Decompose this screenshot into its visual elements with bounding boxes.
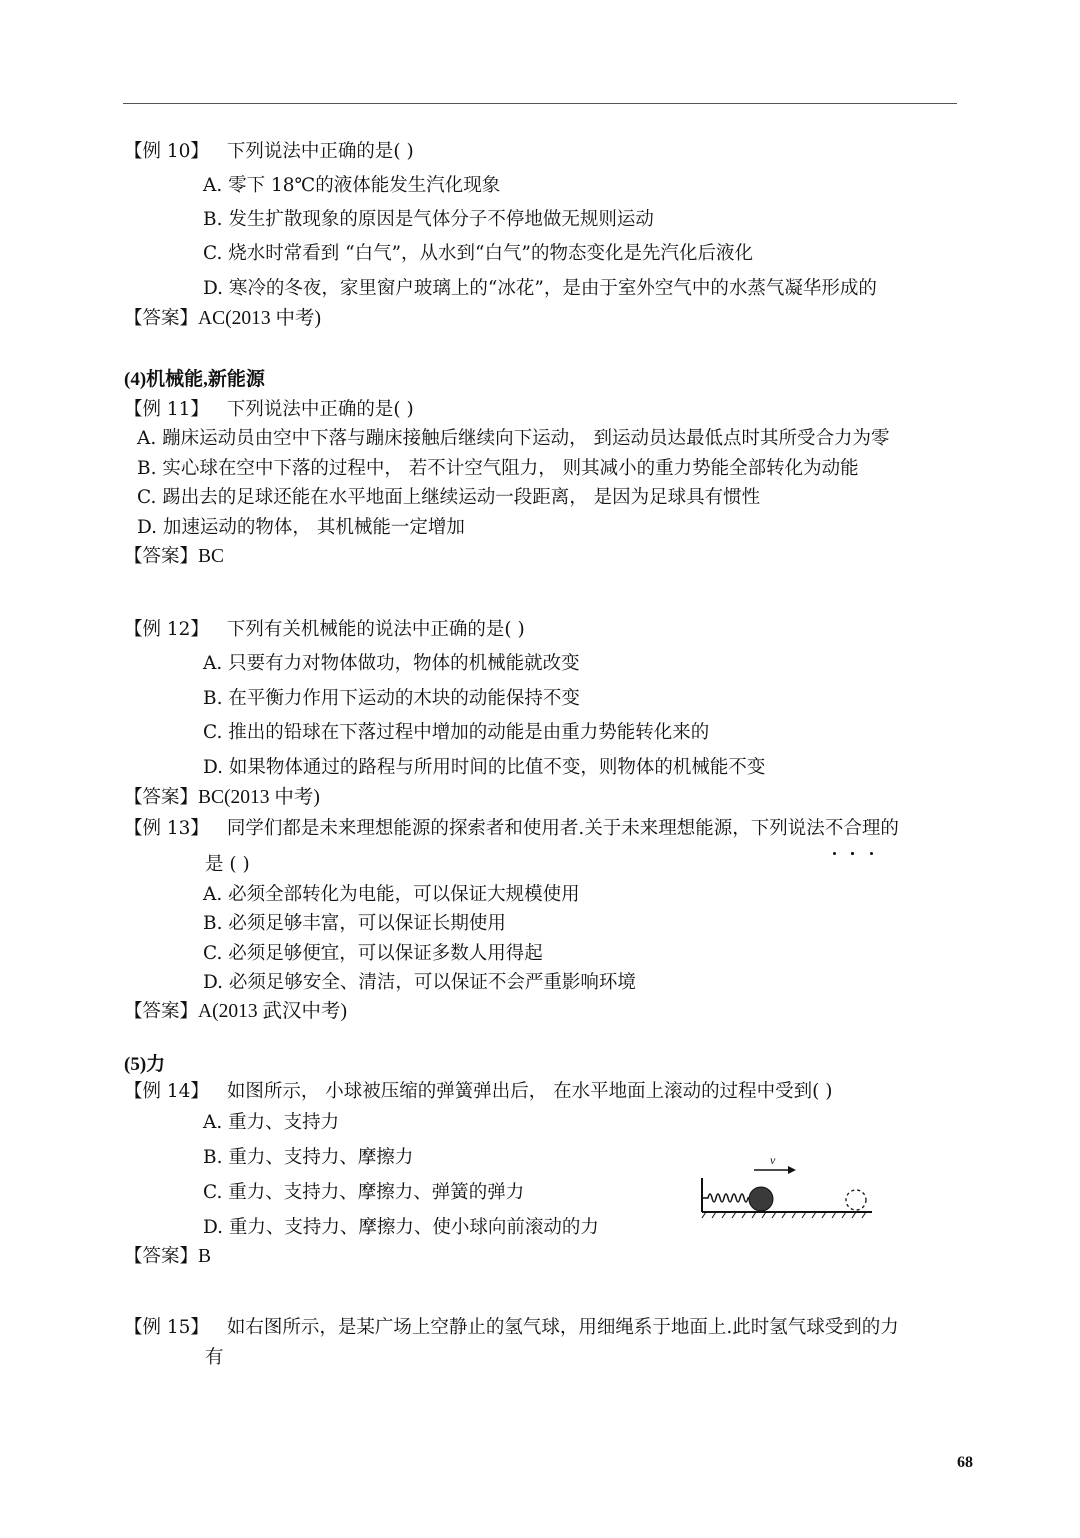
example-14-question-line: [124, 1080, 833, 1104]
example-12-option-d: D. 如果物体通过的路程与所用时间的比值不变，则物体的机械能不变: [203, 757, 766, 778]
emphasis-char: 合: [843, 818, 862, 839]
section-4-title: (4)机械能,新能源: [124, 369, 265, 390]
example-13-option-c: C. 必须足够便宜，可以保证多数人用得起: [203, 943, 543, 964]
example-13-question-continuation: 是 ( ): [205, 854, 250, 875]
example-10-answer-label: 【答案】: [124, 308, 199, 329]
example-12-label: 【例 12】: [124, 619, 209, 640]
spring-ball-figure: [692, 1148, 882, 1228]
example-13-emphasis-text: [825, 817, 881, 841]
example-14-label: 【例 14】: [124, 1081, 209, 1102]
example-14-option-a: A. 重力、支持力: [203, 1112, 340, 1133]
example-14-answer: B: [198, 1246, 212, 1267]
example-15-question: 如右图所示，是某广场上空静止的氢气球，用细绳系于地面上.此时氢气球受到的力: [226, 1317, 899, 1338]
example-14-answer-line: [124, 1245, 211, 1269]
example-14-option-b: B. 重力、支持力、摩擦力: [203, 1147, 414, 1168]
example-10-question-line: [124, 140, 414, 164]
example-11-option-d: D. 加速运动的物体， 其机械能一定增加: [137, 517, 465, 538]
example-13-answer-line: [124, 1000, 347, 1024]
example-13-emphasis: [825, 817, 881, 841]
example-10-option-d: D. 寒冷的冬夜，家里窗户玻璃上的“冰花”，是由于室外空气中的水蒸气凝华形成的: [203, 278, 877, 299]
example-14-question: 如图所示， 小球被压缩的弹簧弹出后， 在水平地面上滚动的过程中受到( ): [226, 1081, 833, 1102]
example-11-answer: BC: [198, 546, 225, 567]
example-13-question-part-b: 的: [880, 818, 899, 839]
example-10-label: 【例 10】: [124, 141, 209, 162]
example-13-answer-label: 【答案】: [124, 1001, 199, 1022]
figure-spring: [702, 1194, 752, 1202]
example-15-question-line: [124, 1316, 899, 1340]
page-number: 68: [957, 1454, 973, 1471]
example-11-option-c: C. 踢出去的足球还能在水平地面上继续运动一段距离， 是因为足球具有惯性: [137, 487, 761, 508]
example-10-option-a: A. 零下 18℃的液体能发生汽化现象: [203, 175, 501, 196]
example-13-question-part-a: 同学们都是未来理想能源的探索者和使用者.关于未来理想能源，下列说法: [226, 818, 825, 839]
example-11-answer-line: [124, 545, 224, 569]
example-12-option-c: C. 推出的铅球在下落过程中增加的动能是由重力势能转化来的: [203, 722, 710, 743]
example-11-option-a: A. 蹦床运动员由空中下落与蹦床接触后继续向下运动， 到运动员达最低点时其所受合力为零: [137, 428, 890, 449]
emphasis-char: 理: [861, 818, 881, 839]
example-10-option-c: C. 烧水时常看到 “白气”，从水到“白气”的物态变化是先汽化后液化: [203, 243, 753, 264]
example-13-label: 【例 13】: [124, 818, 209, 839]
example-10-option-b: B. 发生扩散现象的原因是气体分子不停地做无规则运动: [203, 209, 654, 230]
example-11-question-line: [124, 398, 414, 422]
example-11-option-b: B. 实心球在空中下落的过程中， 若不计空气阻力， 则其减小的重力势能全部转化为动能: [137, 458, 859, 479]
example-10-answer-line: [124, 307, 321, 331]
example-12-question-line: [124, 618, 525, 642]
example-13-question-line: [124, 817, 899, 841]
example-13-question: [227, 818, 899, 839]
example-13-option-b: B. 必须足够丰富，可以保证长期使用: [203, 913, 506, 934]
example-12-answer-line: [124, 786, 320, 810]
emphasis-char: 不: [824, 818, 844, 839]
example-10-question: 下列说法中正确的是( ): [226, 141, 414, 162]
example-15-question-continuation: 有: [205, 1347, 224, 1368]
example-13-option-d: D. 必须足够安全、清洁，可以保证不会严重影响环境: [203, 972, 636, 993]
example-11-question: 下列说法中正确的是( ): [226, 399, 414, 420]
figure-ball-future-position: [846, 1190, 866, 1210]
example-11-answer-label: 【答案】: [124, 546, 199, 567]
example-12-option-b: B. 在平衡力作用下运动的木块的动能保持不变: [203, 688, 580, 709]
figure-ball: [749, 1187, 773, 1211]
section-5-title: (5)力: [124, 1054, 166, 1075]
figure-velocity-label: v: [770, 1153, 776, 1167]
example-10-answer: AC(2013 中考): [198, 308, 321, 329]
example-15-label: 【例 15】: [124, 1317, 209, 1338]
header-rule: [123, 103, 957, 104]
example-14-option-d: D. 重力、支持力、摩擦力、使小球向前滚动的力: [203, 1217, 599, 1238]
example-12-answer-label: 【答案】: [124, 787, 199, 808]
figure-velocity-arrowhead: [788, 1166, 796, 1174]
example-12-answer: BC(2013 中考): [198, 787, 320, 808]
example-13-answer: A(2013 武汉中考): [198, 1001, 347, 1022]
example-14-answer-label: 【答案】: [124, 1246, 199, 1267]
example-11-label: 【例 11】: [124, 399, 209, 420]
example-13-option-a: A. 必须全部转化为电能，可以保证大规模使用: [203, 884, 580, 905]
example-12-question: 下列有关机械能的说法中正确的是( ): [226, 619, 525, 640]
example-12-option-a: A. 只要有力对物体做功，物体的机械能就改变: [203, 653, 580, 674]
example-14-option-c: C. 重力、支持力、摩擦力、弹簧的弹力: [203, 1182, 525, 1203]
